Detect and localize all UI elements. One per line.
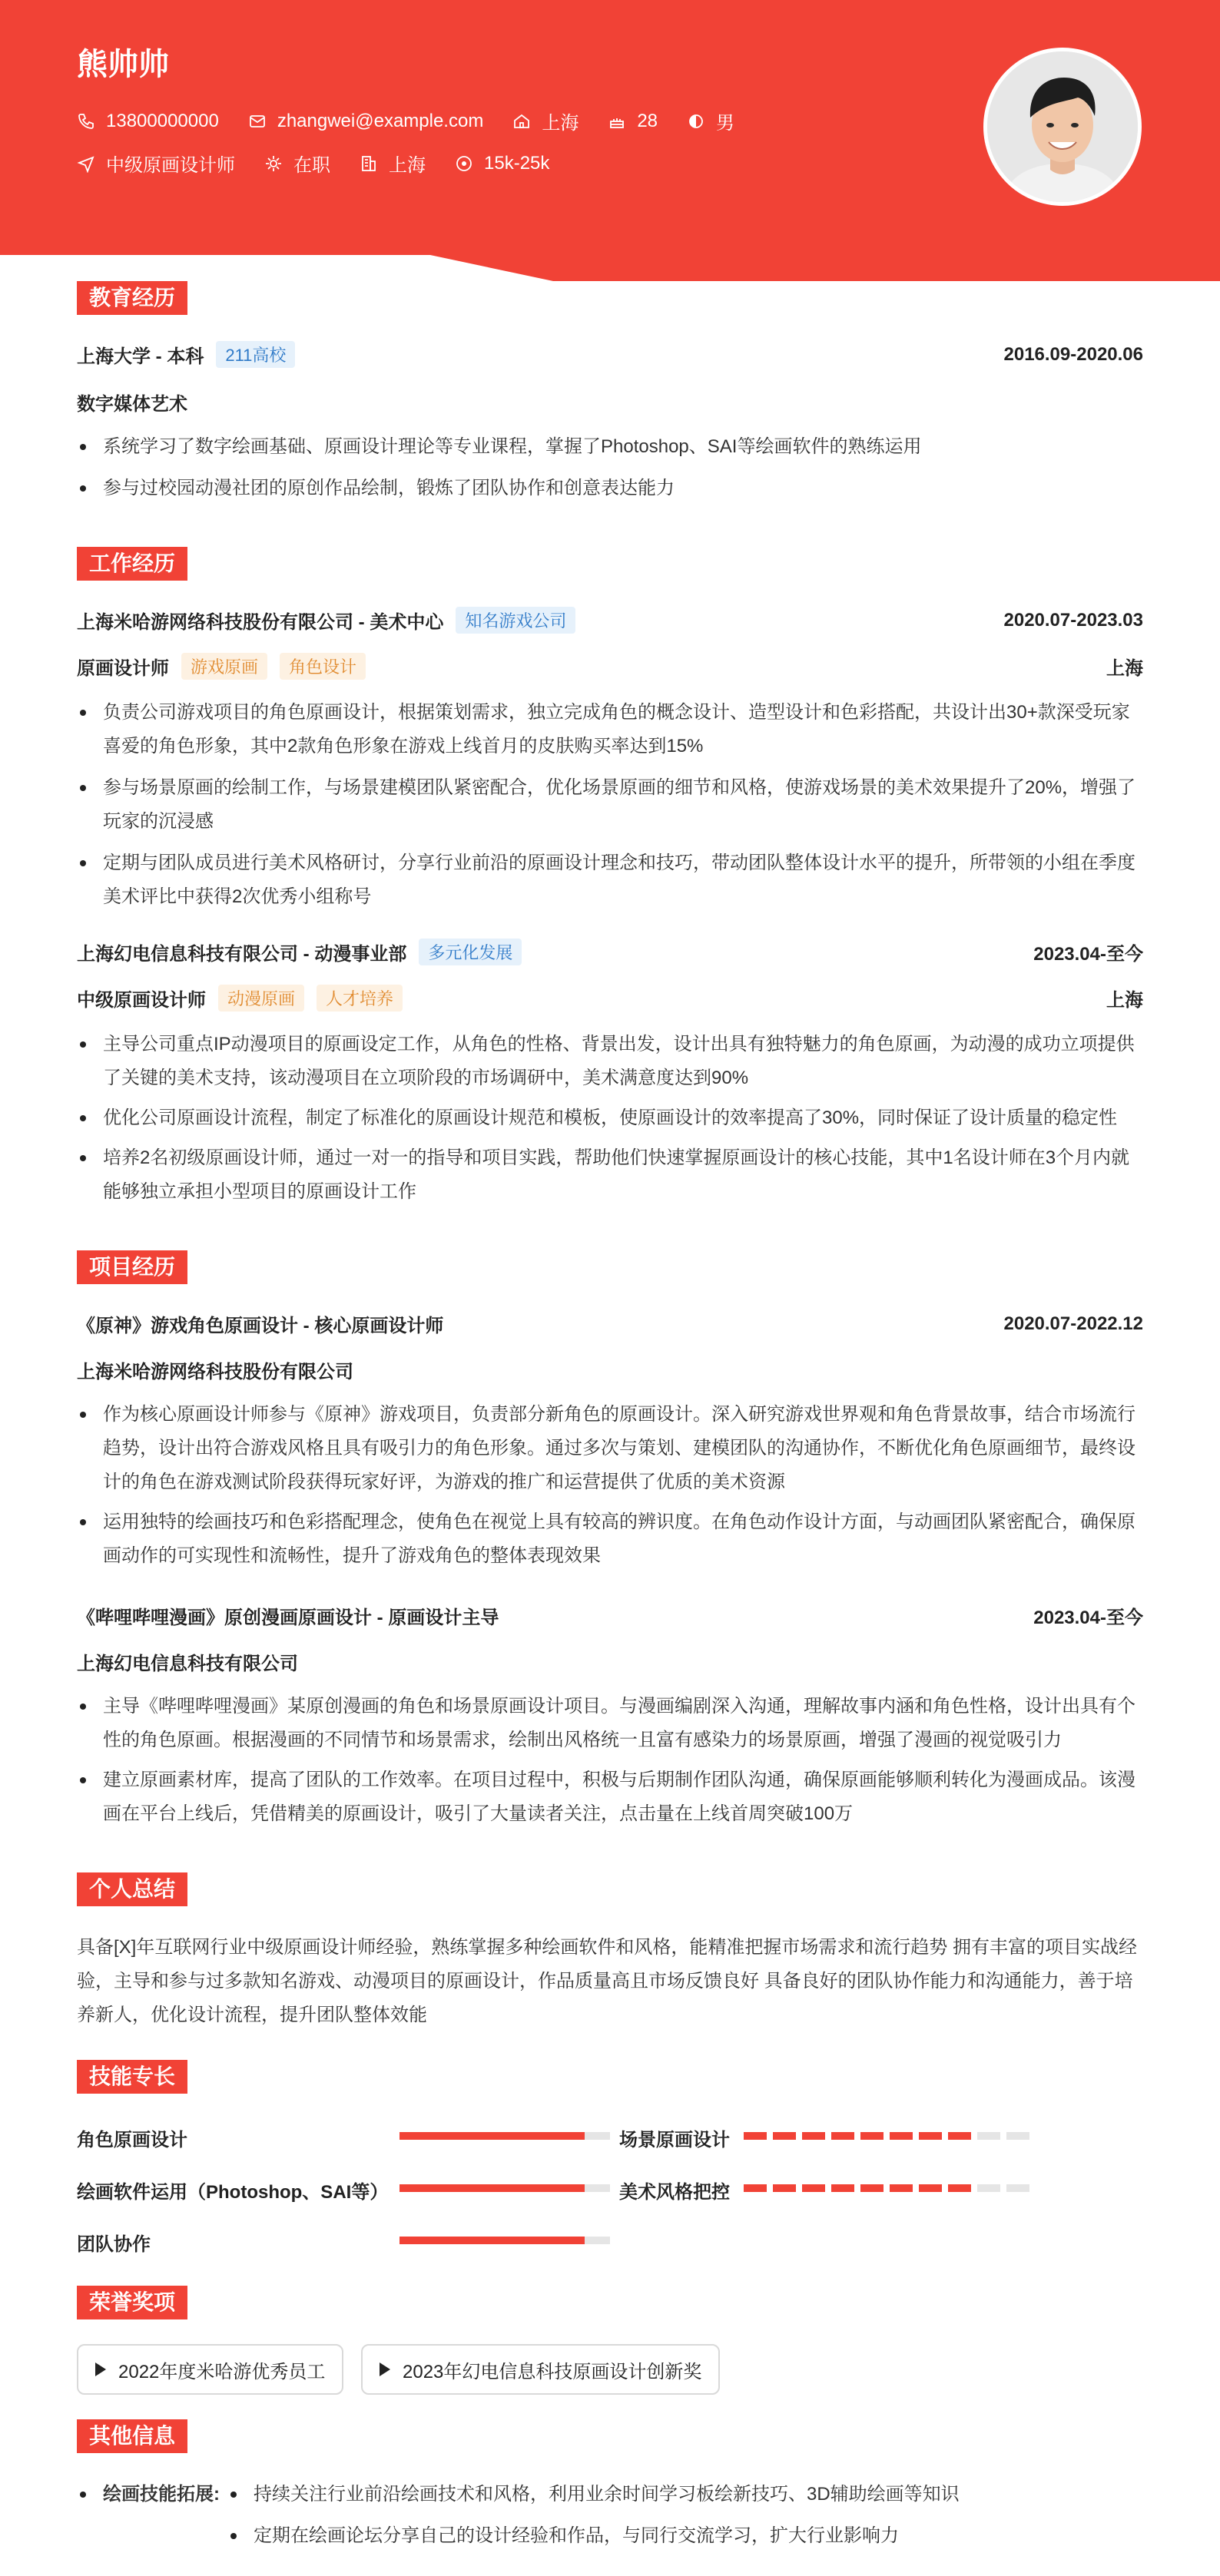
section-awards-title: 荣誉奖项 <box>77 2286 187 2319</box>
skill-name: 场景原画设计 <box>619 2130 730 2151</box>
skill-level-bar <box>399 2132 610 2140</box>
award-text: 2022年度米哈游优秀员工 <box>118 2361 326 2382</box>
work-bullet: 参与场景原画的绘制工作，与场景建模团队紧密配合，优化场景原画的细节和风格，使游戏场景的美术效果提升了20%，增强了玩家的沉浸感 <box>77 771 1143 839</box>
role-tag: 角色设计 <box>280 653 366 680</box>
skill-level-dashes <box>744 2184 1036 2192</box>
education-bullet: 参与过校园动漫社团的原创作品绘制，锻炼了团队协作和创意表达能力 <box>77 472 1143 505</box>
work-bullet: 主导公司重点IP动漫项目的原画设定工作，从角色的性格、背景出发，设计出具有独特魅力的角色原画，为动漫的成功立项提供了关键的美术支持，该动漫项目在立项阶段的市场调研中，美术满意度达到90% <box>77 1028 1143 1095</box>
skill-dash <box>744 2184 767 2192</box>
skill-dash <box>1006 2184 1029 2192</box>
section-work <box>77 547 1143 581</box>
email-text: zhangwei@example.com <box>277 110 484 131</box>
skill-dash <box>860 2132 884 2140</box>
work-bullet: 培养2名初级原画设计师，通过一对一的指导和项目实践，帮助他们快速掌握原画设计的核心技能，其中1名设计师在3个月内就能够独立承担小型项目的原画设计工作 <box>77 1141 1143 1209</box>
project-company: 上海幻电信息科技有限公司 <box>77 1654 298 1674</box>
skill-dash <box>744 2132 767 2140</box>
skill-dash <box>773 2132 796 2140</box>
cake-icon <box>608 112 626 131</box>
section-work-title: 工作经历 <box>77 547 187 581</box>
project-company: 上海米哈游网络科技股份有限公司 <box>77 1362 353 1382</box>
other-bullet: 定期在绘画论坛分享自己的设计经验和作品，与同行交流学习，扩大行业影响力 <box>227 2519 1142 2553</box>
section-awards <box>77 2286 1143 2319</box>
company-tag: 多元化发展 <box>419 939 522 965</box>
section-summary-title: 个人总结 <box>77 1872 187 1906</box>
role-tag: 人才培养 <box>317 985 403 1012</box>
expected-city-info <box>360 150 426 177</box>
work-date: 2020.07-2023.03 <box>1003 609 1143 631</box>
work-header <box>77 939 1143 965</box>
skill-name: 美术风格把控 <box>619 2182 730 2203</box>
project-title: 《原神》游戏角色原画设计 - 核心原画设计师 <box>77 1316 444 1336</box>
expected-city-text: 上海 <box>389 155 426 176</box>
skill-dash <box>977 2184 1000 2192</box>
skill-level-bar <box>399 2184 610 2192</box>
salary-text: 15k-25k <box>484 152 550 174</box>
mail-icon <box>248 112 267 131</box>
job-role: 原画设计师 <box>77 658 169 679</box>
project-bullet: 运用独特的绘画技巧和色彩搭配理念，使角色在视觉上具有较高的辨识度。在角色动作设计方面，与动画团队紧密配合，确保原画动作的可实现性和流畅性，提升了游戏角色的整体表现效果 <box>77 1505 1143 1573</box>
skill-dash <box>890 2184 913 2192</box>
project-company-row <box>77 1648 1143 1675</box>
triangle-icon <box>380 2362 390 2376</box>
project-header <box>77 1310 1143 1337</box>
section-divider <box>77 563 1143 565</box>
role-tag: 游戏原画 <box>181 653 267 680</box>
avatar <box>983 48 1142 206</box>
section-divider <box>77 1889 1143 1890</box>
award-text: 2023年幻电信息科技原画设计创新奖 <box>403 2361 702 2382</box>
project-bullet: 作为核心原画设计师参与《原神》游戏项目，负责部分新角色的原画设计。深入研究游戏世界观和角色背景故事，结合市场流行趋势，设计出符合游戏风格且具有吸引力的角色形象。通过多次与策划、建模团队的沟通协作，不断优化角色原画细节，最终设计的角色在游戏测试阶段获得玩家好评，为游戏的推广和运营提供了优质的美术资源 <box>77 1398 1143 1499</box>
skill-dash <box>831 2132 854 2140</box>
status-text: 在职 <box>293 155 330 176</box>
project-date: 2020.07-2022.12 <box>1003 1313 1143 1334</box>
phone-icon <box>77 112 95 131</box>
role-row <box>77 653 1143 680</box>
candidate-name: 熊帅帅 <box>77 48 169 81</box>
city-info <box>512 108 579 134</box>
send-icon <box>77 154 95 173</box>
section-other <box>77 2419 1143 2453</box>
award-item <box>361 2344 720 2395</box>
education-date: 2016.09-2020.06 <box>1003 343 1143 365</box>
work-date: 2023.04-至今 <box>1033 944 1143 965</box>
major-row <box>77 389 1143 416</box>
major-name: 数字媒体艺术 <box>77 394 187 415</box>
section-skills <box>77 2060 1143 2094</box>
section-other-title: 其他信息 <box>77 2419 187 2453</box>
avatar-portrait <box>987 51 1138 202</box>
section-divider <box>77 2302 1143 2303</box>
phone-info <box>77 111 219 132</box>
skill-name: 角色原画设计 <box>77 2130 187 2151</box>
skill-dash <box>802 2132 825 2140</box>
work-bullet: 定期与团队成员进行美术风格研讨，分享行业前沿的原画设计理念和技巧，带动团队整体设计水平的提升，所带领的小组在季度美术评比中获得2次优秀小组称号 <box>77 846 1143 914</box>
work-header <box>77 607 1143 634</box>
gender-icon <box>687 112 705 131</box>
skill-dash <box>890 2132 913 2140</box>
role-tag: 动漫原画 <box>218 985 304 1012</box>
skill-dash <box>860 2184 884 2192</box>
work-bullet: 负责公司游戏项目的角色原画设计，根据策划需求，独立完成角色的概念设计、造型设计和色彩搭配，共设计出30+款深受玩家喜爱的角色形象，其中2款角色形象在游戏上线首月的皮肤购买率达到15% <box>77 696 1143 763</box>
age-info <box>608 111 658 132</box>
skill-level-fill <box>399 2184 585 2192</box>
skill-level-fill <box>399 2237 585 2244</box>
other-bullet: 持续关注行业前沿绘画技术和风格，利用业余时间学习板绘新技巧、3D辅助绘画等知识 <box>227 2478 1142 2511</box>
education-bullet: 系统学习了数字绘画基础、原画设计理论等专业课程，掌握了Photoshop、SAI等绘画软件的熟练运用 <box>77 430 1143 464</box>
phone-text: 13800000000 <box>106 110 219 131</box>
section-education <box>77 281 1143 315</box>
company-tag: 知名游戏公司 <box>456 607 575 634</box>
section-skills-title: 技能专长 <box>77 2060 187 2094</box>
job-intent-row <box>77 150 579 177</box>
age-text: 28 <box>637 110 658 131</box>
position-text: 中级原画设计师 <box>106 155 235 176</box>
skill-dash <box>802 2184 825 2192</box>
building-icon <box>360 154 378 173</box>
summary-text: 具备[X]年互联网行业中级原画设计师经验，熟练掌握多种绘画软件和风格，能精准把握市场需求和流行趋势 拥有丰富的项目实战经验，主导和参与过多款知名游戏、动漫项目的原画设计，作品质量高且市场反馈良好 具备良好的团队协作能力和沟通能力，善于培养新人，优化设计流程，提升团队整体效能 <box>77 1937 1138 2025</box>
status-info <box>264 150 330 177</box>
email-info <box>248 111 484 132</box>
gender-text: 男 <box>716 113 735 134</box>
section-divider <box>77 1266 1143 1268</box>
skill-dash <box>1006 2132 1029 2140</box>
company-name: 上海米哈游网络科技股份有限公司 - 美术中心 <box>77 612 444 633</box>
skill-dash <box>773 2184 796 2192</box>
company-name: 上海幻电信息科技有限公司 - 动漫事业部 <box>77 944 407 965</box>
skill-level-bar <box>399 2237 610 2244</box>
contact-row <box>77 108 764 134</box>
skill-dash <box>919 2132 942 2140</box>
project-date: 2023.04-至今 <box>1033 1608 1143 1628</box>
coin-icon <box>455 154 473 173</box>
gear-icon <box>264 154 283 173</box>
section-education-title: 教育经历 <box>77 281 187 315</box>
project-bullet: 建立原画素材库，提高了团队的工作效率。在项目过程中，积极与后期制作团队沟通，确保原画能够顺利转化为漫画成品。该漫画在平台上线后，凭借精美的原画设计，吸引了大量读者关注，点击量在上线首周突破100万 <box>77 1763 1143 1831</box>
triangle-icon <box>95 2362 106 2376</box>
other-label-text: 绘画技能拓展: <box>103 2484 220 2505</box>
section-divider <box>77 2076 1143 2078</box>
section-divider <box>77 297 1143 299</box>
project-company-row <box>77 1356 1143 1383</box>
skill-dash <box>977 2132 1000 2140</box>
school-tag: 211高校 <box>216 341 295 368</box>
role-row <box>77 985 1143 1012</box>
section-projects-title: 项目经历 <box>77 1250 187 1284</box>
skill-level-fill <box>399 2132 585 2140</box>
skill-dash <box>948 2184 971 2192</box>
home-icon <box>512 112 531 131</box>
job-role: 中级原画设计师 <box>77 990 206 1011</box>
city-text: 上海 <box>542 113 579 134</box>
project-bullet: 主导《哔哩哔哩漫画》某原创漫画的角色和场景原画设计项目。与漫画编剧深入沟通，理解故事内涵和角色性格，设计出具有个性的角色原画。根据漫画的不同情节和场景需求，绘制出风格统一且富有感染力的场景原画，增强了漫画的视觉吸引力 <box>77 1690 1143 1757</box>
section-divider <box>77 2435 1143 2437</box>
award-item <box>77 2344 343 2395</box>
work-bullet: 优化公司原画设计流程，制定了标准化的原画设计规范和模板，使原画设计的效率提高了30%，同时保证了设计质量的稳定性 <box>77 1101 1143 1135</box>
skill-dash <box>919 2184 942 2192</box>
skill-dash <box>831 2184 854 2192</box>
work-city: 上海 <box>1106 990 1143 1011</box>
skill-name: 团队协作 <box>77 2234 151 2255</box>
project-title: 《哔哩哔哩漫画》原创漫画原画设计 - 原画设计主导 <box>77 1608 499 1628</box>
project-header <box>77 1602 1143 1629</box>
work-city: 上海 <box>1106 658 1143 679</box>
position-info <box>77 150 235 177</box>
skill-level-dashes <box>744 2132 1036 2140</box>
section-summary <box>77 1872 1143 1906</box>
section-projects <box>77 1250 1143 1284</box>
gender-info <box>687 108 734 134</box>
salary-info <box>455 153 549 174</box>
skill-name: 绘画软件运用（Photoshop、SAI等） <box>77 2182 389 2203</box>
education-header <box>77 341 1143 368</box>
skill-dash <box>948 2132 971 2140</box>
resume-header <box>0 0 1220 284</box>
school-name: 上海大学 - 本科 <box>77 346 204 367</box>
